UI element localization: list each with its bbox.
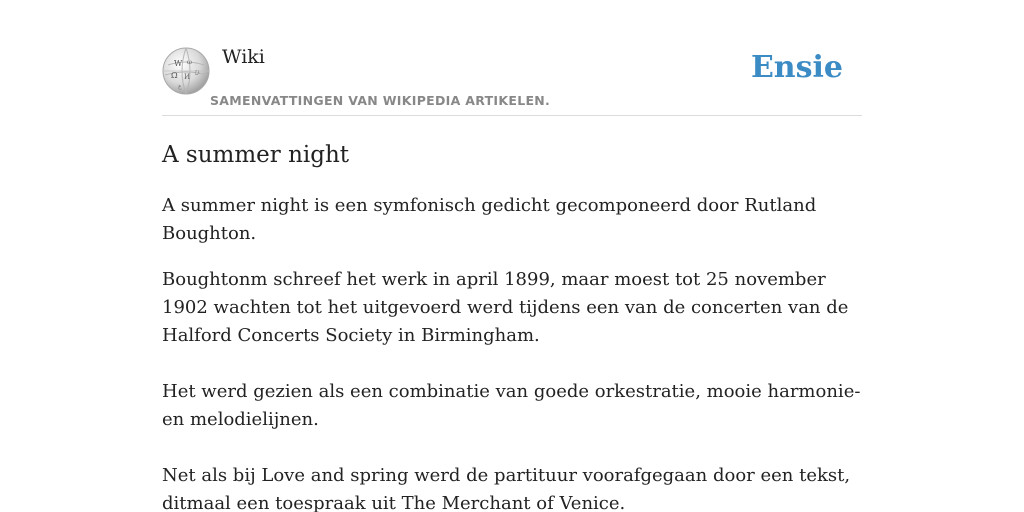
article-body <box>162 192 862 512</box>
article-paragraph: Het werd gezien als een combinatie van goede orkestratie, mooie harmonie- en melodielijnen. <box>162 381 861 430</box>
site-name[interactable]: Wiki <box>222 46 265 68</box>
article-title: A summer night <box>162 142 350 168</box>
svg-text:И: И <box>184 73 191 81</box>
article-paragraph: Net als bij Love and spring werd de partituur voorafgegaan door een tekst, ditmaal een toespraak uit The Merchant of Venice. <box>162 465 851 512</box>
paragraph-break <box>162 434 862 462</box>
site-tagline: SAMENVATTINGEN VAN WIKIPEDIA ARTIKELEN. <box>210 93 551 108</box>
svg-text:Ω: Ω <box>171 71 178 80</box>
svg-text:ひ: ひ <box>194 70 201 77</box>
paragraph-break <box>162 350 862 378</box>
site-header <box>162 0 862 116</box>
svg-text:ω: ω <box>187 59 192 66</box>
brand-logo-link[interactable]: Ensie <box>750 50 843 85</box>
article-paragraph: Boughtonm schreef het werk in april 1899, maar moest tot 25 november 1902 wachten tot het uitgevoerd werd tijdens een van de concerten van de Halford Concerts Society in Birmingham. <box>162 269 849 346</box>
page <box>162 0 862 512</box>
wikipedia-globe-icon[interactable] <box>162 47 210 95</box>
article-paragraph: A summer night is een symfonisch gedicht gecomponeerd door Rutland Boughton. <box>162 195 817 244</box>
svg-text:ع: ع <box>178 83 182 90</box>
svg-text:W: W <box>174 59 183 68</box>
